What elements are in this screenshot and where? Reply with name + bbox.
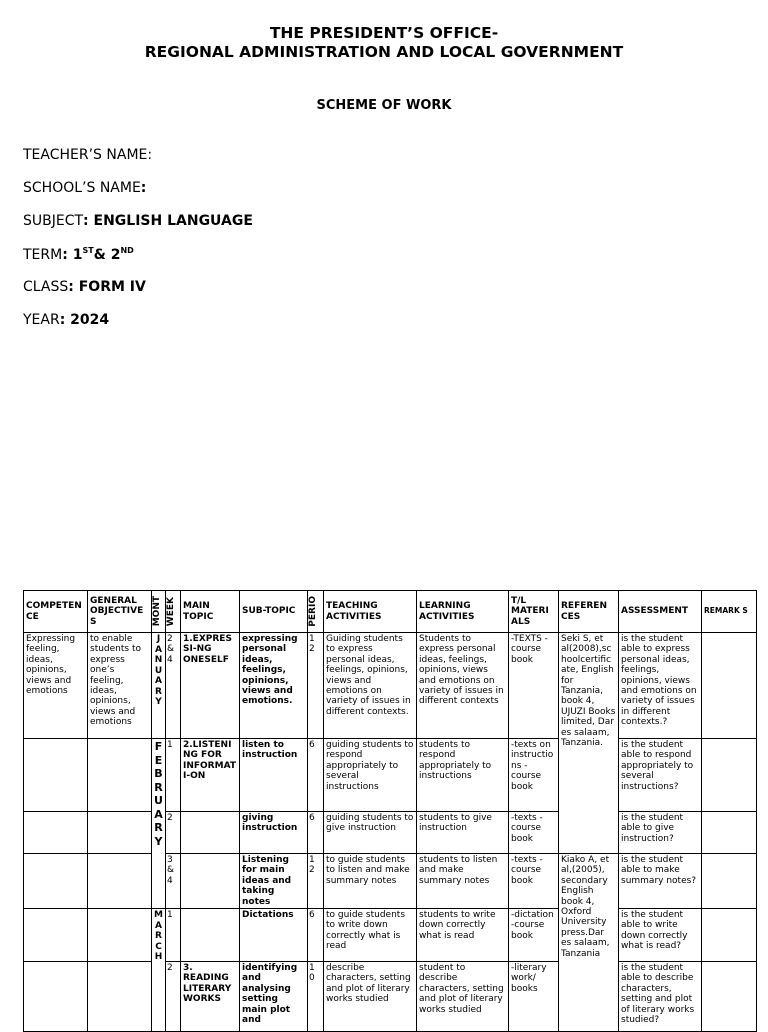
class-field xyxy=(23,279,146,295)
term-value-a: : 1 xyxy=(62,247,83,263)
cell-objectives xyxy=(88,739,152,812)
table-row xyxy=(24,739,757,812)
cell-materials: -dictation -course book xyxy=(509,909,559,962)
cell-assessment: is the student able to make summary notes? xyxy=(619,854,702,909)
cell-main-topic xyxy=(181,854,240,909)
header-competence: COMPETEN CE xyxy=(24,591,88,633)
cell-main-topic xyxy=(181,909,240,962)
cell-sub-topic: identifying and analysing setting main plot and xyxy=(240,962,308,1032)
cell-period: 1 0 xyxy=(308,962,324,1032)
cell-week: 1 xyxy=(166,909,181,962)
cell-sub-topic: listen to instruction xyxy=(240,739,308,812)
cell-sub-topic: Dictations xyxy=(240,909,308,962)
cell-sub-topic: expressing personal ideas, feelings, opinions, views and emotions. xyxy=(240,633,308,739)
cell-week: 1 xyxy=(166,739,181,812)
cell-teaching: to guide students to write down correctly what is read xyxy=(324,909,417,962)
month-february: F E B R U A R Y xyxy=(154,740,163,848)
cell-period: 6 xyxy=(308,909,324,962)
header-period-cell xyxy=(308,591,324,633)
document-title: SCHEME OF WORK xyxy=(316,98,452,113)
cell-objectives xyxy=(88,854,152,909)
cell-competence xyxy=(24,854,88,909)
header-month: MONT xyxy=(152,596,162,627)
cell-assessment: is the student able to describe characters, setting and plot of literary works studied? xyxy=(619,962,702,1032)
cell-sub-topic: giving instruction xyxy=(240,812,308,854)
header-line2: REGIONAL ADMINISTRATION AND LOCAL GOVERNMENT xyxy=(144,43,624,61)
cell-materials: -texts -course book xyxy=(509,812,559,854)
month-march: M A R C H xyxy=(154,910,163,963)
header-assessment: ASSESSMENT xyxy=(619,591,702,633)
cell-assessment: is the student able to express personal ideas, feelings, opinions, views and emotions on variety of issues in different contexts.? xyxy=(619,633,702,739)
cell-learning: students to write down correctly what is read xyxy=(417,909,509,962)
header-learning: LEARNING ACTIVITIES xyxy=(417,591,509,633)
cell-competence xyxy=(24,812,88,854)
cell-teaching: guiding students to give instruction xyxy=(324,812,417,854)
header-materials: T/L MATERI ALS xyxy=(509,591,559,633)
cell-teaching: to guide students to listen and make summary notes xyxy=(324,854,417,909)
cell-remarks xyxy=(702,739,757,812)
school-name-label: SCHOOL’S NAME xyxy=(23,180,141,196)
cell-teaching: Guiding students to express personal ideas, feelings, opinions, views and emotions on variety of issues in different contexts. xyxy=(324,633,417,739)
header-period: PERIO xyxy=(308,596,318,627)
class-label: CLASS xyxy=(23,279,69,295)
term-label: TERM xyxy=(23,247,63,263)
header-teaching: TEACHING ACTIVITIES xyxy=(324,591,417,633)
cell-week: 3 & 4 xyxy=(166,854,181,909)
term-field xyxy=(23,246,134,263)
cell-month xyxy=(152,909,166,1032)
table-row xyxy=(24,633,757,739)
cell-materials: -texts on instructio ns -course book xyxy=(509,739,559,812)
cell-objectives: to enable students to express one’s feeling, ideas, opinions, views and emotions xyxy=(88,633,152,739)
teacher-name-label: TEACHER’S NAME: xyxy=(23,147,153,163)
table-row xyxy=(24,909,757,962)
cell-teaching: guiding students to respond appropriately to several instructions xyxy=(324,739,417,812)
cell-period: 6 xyxy=(308,812,324,854)
scheme-table xyxy=(23,590,757,1032)
cell-remarks xyxy=(702,812,757,854)
cell-teaching: describe characters, setting and plot of literary works studied xyxy=(324,962,417,1032)
table-header-row xyxy=(24,591,757,633)
school-name-field xyxy=(23,180,146,196)
term-sup-a: ST xyxy=(82,246,94,255)
cell-materials: -texts -course book xyxy=(509,854,559,909)
cell-assessment: is the student able to respond appropriately to several instructions? xyxy=(619,739,702,812)
header-sub-topic: SUB-TOPIC xyxy=(240,591,308,633)
teacher-name-field xyxy=(23,147,152,163)
year-value: : 2024 xyxy=(59,312,110,328)
year-label: YEAR xyxy=(23,312,60,328)
cell-assessment: is the student able to write down correctly what is read? xyxy=(619,909,702,962)
table-row xyxy=(24,812,757,854)
cell-competence xyxy=(24,962,88,1032)
table-row xyxy=(24,962,757,1032)
cell-learning: student to describe characters, setting and plot of literary works studied xyxy=(417,962,509,1032)
cell-week: 2 & 4 xyxy=(166,633,181,739)
cell-materials: -literary work/ books xyxy=(509,962,559,1032)
cell-learning: students to respond appropriately to instructions xyxy=(417,739,509,812)
cell-competence xyxy=(24,739,88,812)
cell-month xyxy=(152,633,166,739)
header-main-topic: MAIN TOPIC xyxy=(181,591,240,633)
cell-objectives xyxy=(88,962,152,1032)
header-remarks: REMARK S xyxy=(702,591,757,633)
cell-week: 2 xyxy=(166,962,181,1032)
cell-competence xyxy=(24,909,88,962)
cell-objectives xyxy=(88,812,152,854)
cell-competence: Expressing feeling, ideas, opinions, views and emotions xyxy=(24,633,88,739)
cell-references: Kiako A, et al,(2005), secondary English book 4, Oxford University press.Dar es salaam, Tanzania xyxy=(559,854,619,1032)
cell-remarks xyxy=(702,854,757,909)
cell-learning: students to give instruction xyxy=(417,812,509,854)
subject-value: : ENGLISH LANGUAGE xyxy=(83,213,253,229)
header-line1: THE PRESIDENT’S OFFICE- xyxy=(269,24,499,42)
cell-sub-topic: Listening for main ideas and taking notes xyxy=(240,854,308,909)
cell-remarks xyxy=(702,909,757,962)
cell-period: 6 xyxy=(308,739,324,812)
cell-month xyxy=(152,739,166,909)
cell-remarks xyxy=(702,962,757,1032)
cell-materials: -TEXTS -course book xyxy=(509,633,559,739)
header-references: REFEREN CES xyxy=(559,591,619,633)
cell-assessment: is the student able to give instruction? xyxy=(619,812,702,854)
cell-week: 2 xyxy=(166,812,181,854)
header-objectives: GENERAL OBJECTIVE S xyxy=(88,591,152,633)
cell-objectives xyxy=(88,909,152,962)
cell-main-topic xyxy=(181,812,240,854)
cell-period: 1 2 xyxy=(308,633,324,739)
cell-main-topic: 2.LISTENI NG FOR INFORMAT I-ON xyxy=(181,739,240,812)
header-month-cell xyxy=(152,591,166,633)
cell-learning: Students to express personal ideas, feelings, opinions, views and emotions on variety of issues in different contexts xyxy=(417,633,509,739)
header-week: WEEK xyxy=(166,596,176,627)
cell-remarks xyxy=(702,633,757,739)
month-january: J A N U A R Y xyxy=(154,634,163,707)
class-value: : FORM IV xyxy=(68,279,146,295)
header-week-cell xyxy=(166,591,181,633)
subject-field xyxy=(23,213,253,229)
cell-main-topic: 1.EXPRES SI-NG ONESELF xyxy=(181,633,240,739)
cell-references: Seki S, et al(2008),schoolcertificate, English for Tanzania, book 4, UJUZI Books limited, Dar es salaam, Tanzania. xyxy=(559,633,619,854)
school-name-colon: : xyxy=(140,180,147,196)
cell-period: 1 2 xyxy=(308,854,324,909)
cell-learning: students to listen and make summary notes xyxy=(417,854,509,909)
table-row xyxy=(24,854,757,909)
year-field xyxy=(23,312,109,328)
term-value-b: & 2 xyxy=(93,247,121,263)
term-sup-b: ND xyxy=(120,246,134,255)
cell-main-topic: 3. READING LITERARY WORKS xyxy=(181,962,240,1032)
subject-label: SUBJECT xyxy=(23,213,84,229)
